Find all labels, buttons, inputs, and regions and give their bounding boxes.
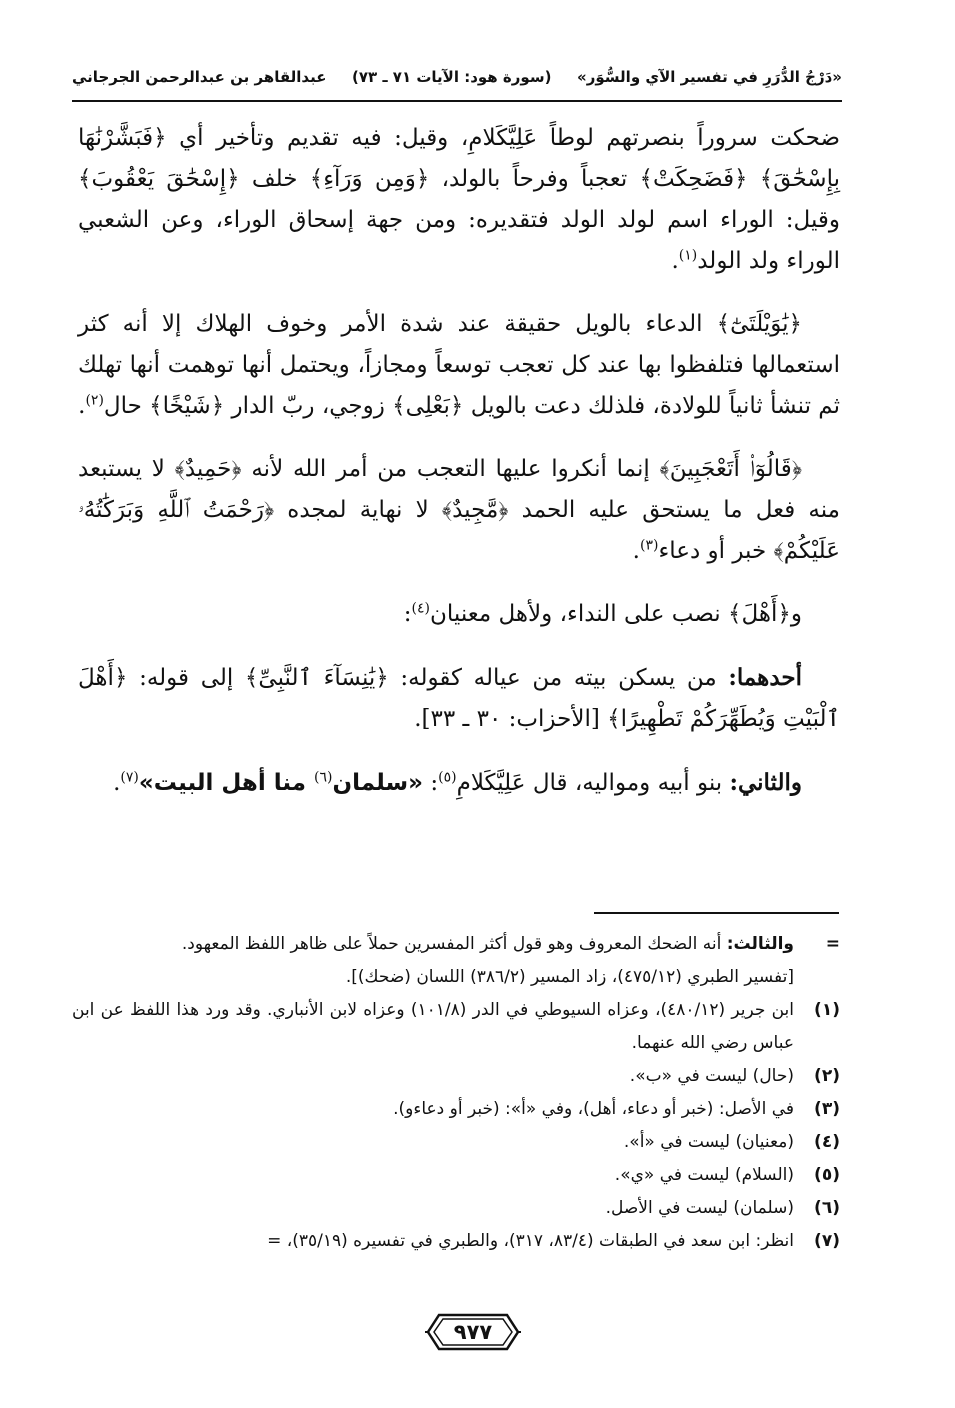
hadith-quote: منا أهل البيت» [138,770,315,796]
paragraph-text: بنو أبيه ومواليه، قال عَلِيَّكَلامِ [456,770,730,796]
paragraph-end: . [113,770,121,796]
footnote-rule [594,912,839,914]
footnote-ref: (٥) [438,769,457,786]
paragraph-end: . [78,393,86,419]
footnote-text: انظر: ابن سعد في الطبقات (٨٣/٤، ٣١٧)، والطبري في تفسيره (٣٥/١٩)، = [267,1231,794,1251]
footnote-item [72,1093,840,1126]
footnote-continuation [72,928,840,961]
hadith-quote: «سلمان [332,770,424,796]
footnotes [72,928,840,1258]
footnote-body: أنه الضحك المعروف وهو قول أكثر المفسرين حملاً على ظاهر اللفظ المعهود. [181,934,727,954]
footnote-mark: (٢) [814,1066,840,1086]
author-name: عبدالقاهر بن عبدالرحمن الجرجاني [72,68,327,86]
footnote-ref: (٧) [120,769,139,786]
paragraph-end: : [403,601,412,627]
paragraph-text: حال [103,393,150,419]
paragraph-text: ضحكت سروراً بنصرتهم لوطاً عَلِيَّكَلامِ، وقيل: فيه تقديم وتأخير أي ﴿فَبَشَّرْنَٰهَا بِإِسْحَٰقَ﴾ ﴿فَضَحِكَتْ﴾ تعجباً وفرحاً بالولد، ﴿وَمِن وَرَآءِ﴾ خلف ﴿إِسْحَٰقَ يَعْقُوبَ﴾ وقيل: الوراء اسم لولد الولد فتقديره: ومن جهة إسحاق الوراء، وعن الشعبي الوراء ولد الولد [78,125,840,274]
paragraph-5 [78,657,840,740]
paragraph-text: ﴿يَٰوَيْلَتَىٰٓ﴾ الدعاء بالويل حقيقة عند شدة الأمر وخوف الهلاك إلا أنه كثر استعمالها فتلفظوا بها عند كل تعجب توسعاً ومجازاً، ويحتمل أنها توهمت أنها تهلك ثم تنشأ ثانياً للولادة، فلذلك دعت بالويل ﴿بَعْلِى﴾ زوجي، ربّ الدار ﴿شَيْخًا﴾ [78,311,840,419]
paragraph-end: . [632,538,640,564]
footnote-text: في الأصل: (خبر أو دعاء، أهل)، وفي «أ»: (خبر أو دعاءو). [393,1099,794,1119]
footnote-ref: (٢) [85,392,104,409]
main-text [78,118,840,826]
footnote-mark: = [825,934,840,954]
running-header [72,62,842,92]
footnote-mark: (٣) [814,1099,840,1119]
footnote-mark: (٥) [814,1165,840,1185]
footnote-text: (سلمان) ليست في الأصل. [605,1198,794,1218]
footnote-item [72,994,840,1060]
footnote-item [72,1159,840,1192]
footnote-text [72,928,794,961]
footnote-ref: (٣) [639,537,659,554]
paragraph-1 [78,118,840,282]
footnote-ref: (١) [678,247,698,264]
footnote-ref: (٦) [314,769,333,786]
paragraph-6 [78,762,840,804]
footnote-mark: (١) [814,1000,840,1020]
page-number-ornament [425,1312,521,1352]
footnote-item [72,1192,840,1225]
footnote-text: ابن جرير (٤٨٠/١٢)، وعزاه السيوطي في الدر (١٠١/٨) وعزاه لابن الأنباري. وقد ورد هذا اللفظ عن ابن عباس رضي الله عنهما. [72,1000,794,1053]
footnote-text: (حال) ليست في «ب». [629,1066,794,1086]
footnote-item [72,1060,840,1093]
paragraph-text: ﴿قَالُوٓا۟ أَتَعْجَبِينَ﴾ إنما أنكروا عليها التعجب من أمر الله لأنه ﴿حَمِيدٌ﴾ لا يستبعد منه فعل ما يستحق عليه الحمد ﴿مَّجِيدٌ﴾ لا نهاية لمجده ﴿رَحْمَتُ ٱللَّهِ وَبَرَكَٰتُهُۥ عَلَيْكُمْ﴾ خبر أو دعاء [78,456,840,564]
page-number: ٩٧٧ [453,1320,493,1344]
paragraph-text: من يسكن بيته من عياله كقوله: ﴿يَٰنِسَآءَ ٱلنَّبِىِّ﴾ إلى قوله: ﴿أَهْلَ ٱلْبَيْتِ وَيُطَهِّرَكُمْ تَطْهِيرًا﴾ [الأحزاب: ٣٠ ـ ٣٣]. [78,665,840,732]
footnote-ref: (٤) [411,600,430,617]
footnote-mark: (٤) [814,1132,840,1152]
paragraph-3 [78,449,840,572]
paragraph-lead: أحدهما: [728,664,802,691]
paragraph-lead: والثاني: [729,769,802,796]
paragraph-text: و﴿أَهْلَ﴾ نصب على النداء، ولأهل معنيان [430,601,802,627]
surah-reference: (سورة هود: الآيات ٧١ ـ ٧٣) [352,68,552,86]
paragraph-end: . [671,248,679,274]
footnote-text: (معنيان) ليست في «أ». [623,1132,794,1152]
paragraph-text: : [423,770,439,796]
book-title: «دَرْجُ الدُّرَرِ في تفسير الآي والسُّوَر» [577,68,842,86]
footnote-references: [تفسير الطبري (٤٧٥/١٢)، زاد المسير (٣٨٦/٢) اللسان (ضحك)]. [345,967,794,987]
header-rule [72,100,842,102]
paragraph-4 [78,594,840,635]
footnote-text: (السلام) ليست في «ي». [614,1165,794,1185]
footnote-item [72,1225,840,1258]
footnote-item [72,1126,840,1159]
footnote-lead: والثالث: [726,934,794,954]
paragraph-2 [78,304,840,427]
footnote-mark: (٧) [814,1231,840,1251]
footnote-mark: (٦) [814,1198,840,1218]
